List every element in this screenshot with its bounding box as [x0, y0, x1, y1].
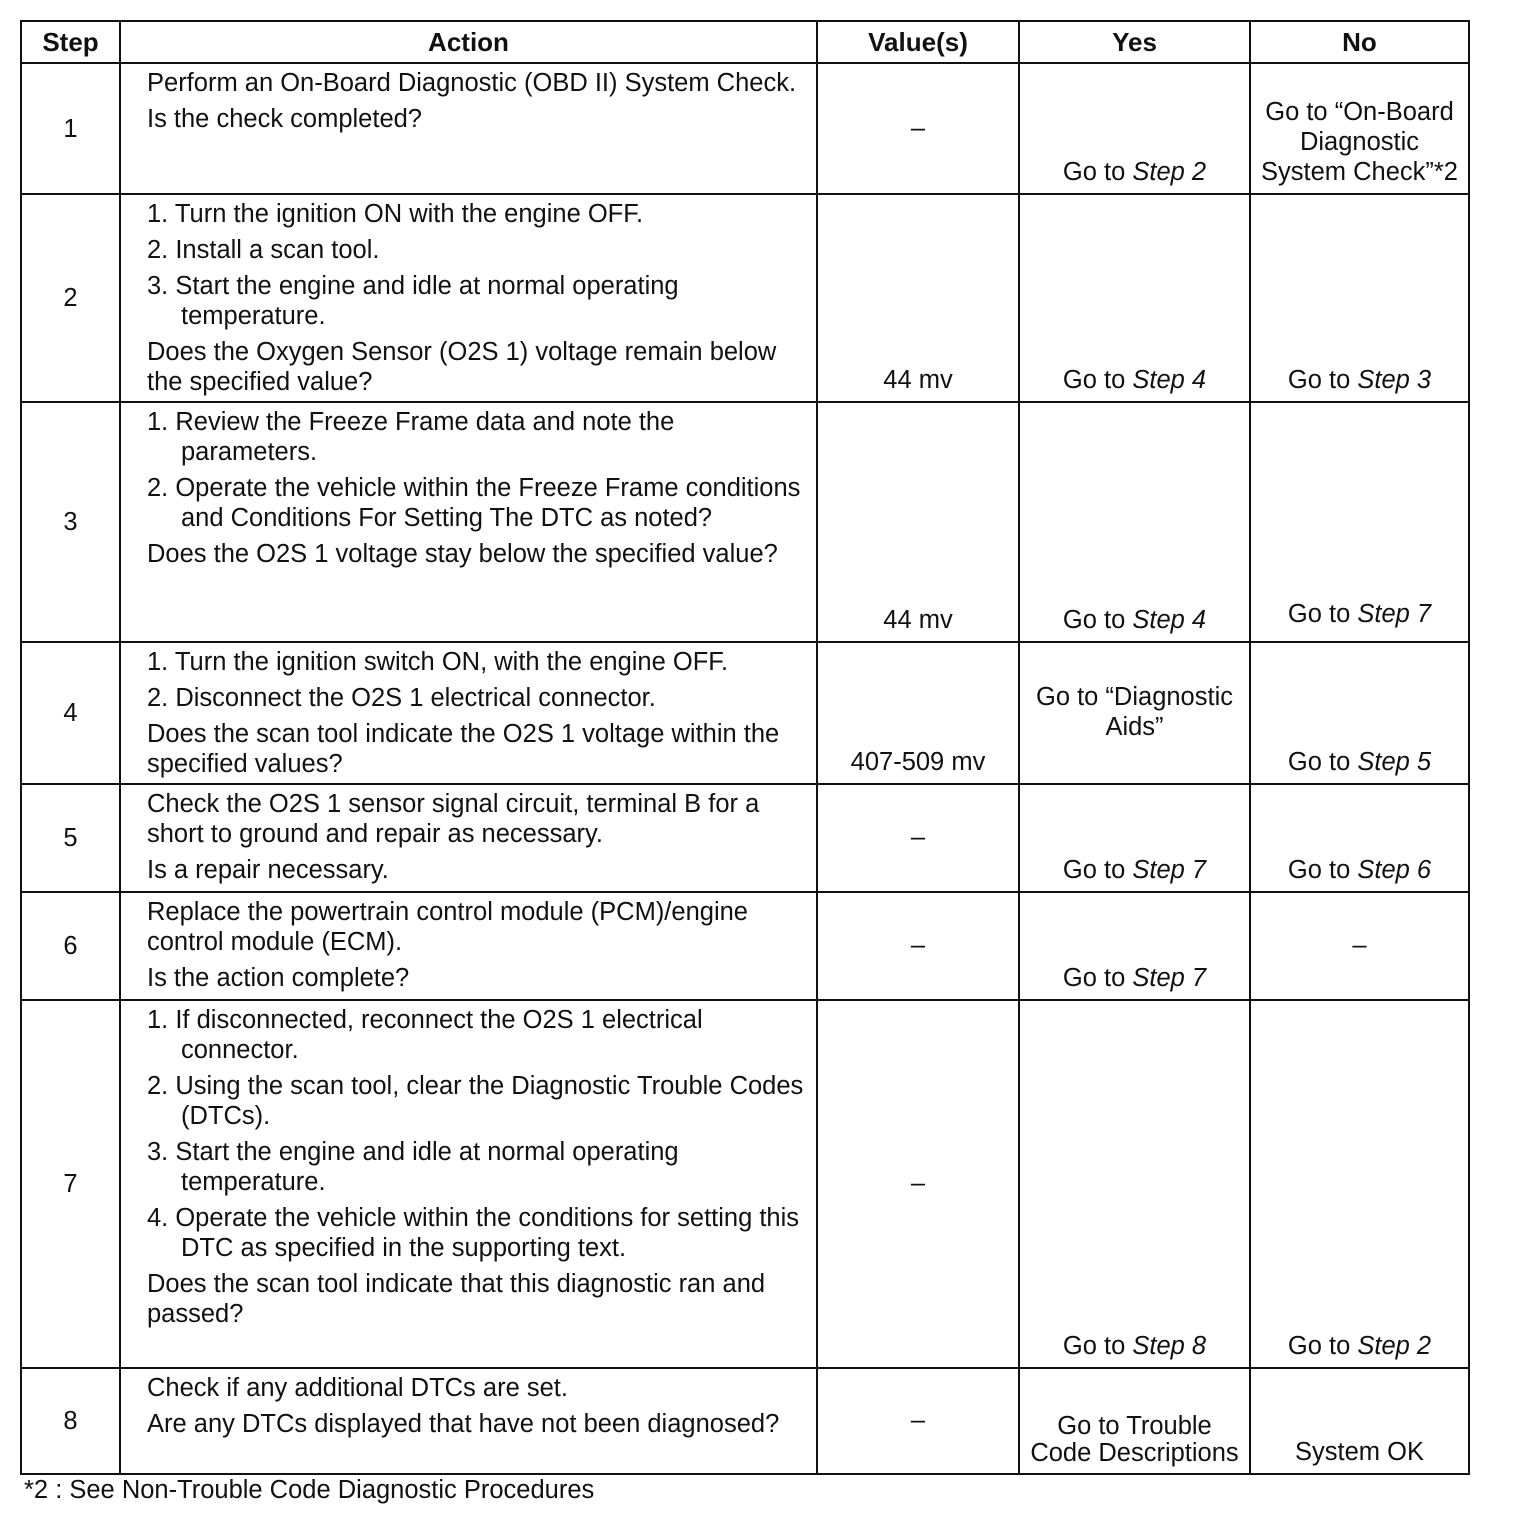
action-question: Is a repair necessary. [147, 856, 389, 884]
yes-cell [1019, 784, 1250, 892]
action-substep: 1. Turn the ignition ON with the engine OFF. [147, 200, 644, 228]
yes-step-ref: Step 7 [1132, 964, 1207, 992]
step-number: 6 [21, 892, 120, 1000]
yes-cell [1019, 194, 1250, 402]
action-substep: 1. Turn the ignition switch ON, with the engine OFF. [147, 648, 729, 676]
yes-step-ref: Step 7 [1132, 856, 1207, 884]
value-cell: – [817, 784, 1019, 892]
go-to-label: Go to [1287, 856, 1351, 884]
action-cell [120, 784, 817, 892]
yes-cell [1019, 892, 1250, 1000]
header-values: Value(s) [817, 21, 1019, 63]
action-substep: 2. Install a scan tool. [147, 236, 380, 264]
table-row-step-8 [21, 1368, 1469, 1474]
action-cell [120, 402, 817, 642]
yes-step-ref: Step 4 [1132, 606, 1207, 634]
step-number: 2 [21, 194, 120, 402]
step-number: 3 [21, 402, 120, 642]
table-row-step-3 [21, 402, 1469, 642]
action-substep: 4. Operate the vehicle within the conditions for setting this DTC as specified in the supporting text. [147, 1204, 800, 1262]
table-row-step-2 [21, 194, 1469, 402]
no-cell [1250, 194, 1469, 402]
action-cell [120, 892, 817, 1000]
action-question: Does the scan tool indicate the O2S 1 voltage within the specified values? [147, 720, 780, 778]
value-cell: – [817, 63, 1019, 194]
action-question: Is the check completed? [147, 105, 422, 133]
action-question: Does the O2S 1 voltage stay below the specified value? [147, 540, 778, 568]
no-step-ref: Step 3 [1357, 366, 1432, 394]
header-step: Step [21, 21, 120, 63]
step-number: 8 [21, 1368, 120, 1474]
go-to-label: Go to [1062, 606, 1126, 634]
no-cell [1250, 784, 1469, 892]
value-cell: – [817, 892, 1019, 1000]
action-question: Is the action complete? [147, 964, 410, 992]
yes-cell [1019, 402, 1250, 642]
yes-step-ref: Step 8 [1132, 1332, 1207, 1360]
go-to-label: Go to [1062, 1332, 1126, 1360]
value-cell: 44 mv [817, 194, 1019, 402]
no-step-ref: Step 7 [1357, 600, 1432, 628]
no-cell: Go to “On-Board Diagnostic System Check”*2 [1250, 63, 1469, 194]
go-to-label: Go to [1287, 1332, 1351, 1360]
action-text: Perform an On-Board Diagnostic (OBD II) System Check. [147, 69, 797, 97]
go-to-label: Go to [1287, 748, 1351, 776]
action-text: Check if any additional DTCs are set. [147, 1374, 568, 1402]
yes-cell: Go to Trouble Code Descriptions [1019, 1368, 1250, 1474]
action-text: Check the O2S 1 sensor signal circuit, terminal B for a short to ground and repair as necessary. [147, 790, 760, 848]
no-cell [1250, 1000, 1469, 1368]
action-question: Are any DTCs displayed that have not been diagnosed? [147, 1410, 780, 1438]
no-cell [1250, 402, 1469, 642]
step-number: 4 [21, 642, 120, 784]
diagnostic-table [20, 20, 1470, 1475]
action-substep: 2. Operate the vehicle within the Freeze Frame conditions and Conditions For Setting The DTC as noted? [147, 474, 801, 532]
step-number: 7 [21, 1000, 120, 1368]
go-to-label: Go to [1062, 856, 1126, 884]
yes-step-ref: Step 2 [1132, 158, 1207, 186]
go-to-label: Go to [1062, 158, 1126, 186]
action-substep: 2. Disconnect the O2S 1 electrical connector. [147, 684, 656, 712]
action-cell [120, 1368, 817, 1474]
table-row-step-1 [21, 63, 1469, 194]
step-number: 1 [21, 63, 120, 194]
yes-cell: Go to “Diagnostic Aids” [1019, 642, 1250, 784]
table-row-step-7 [21, 1000, 1469, 1368]
action-cell [120, 63, 817, 194]
action-question: Does the Oxygen Sensor (O2S 1) voltage remain below the specified value? [147, 338, 777, 396]
action-substep: 3. Start the engine and idle at normal operating temperature. [147, 272, 679, 330]
action-question: Does the scan tool indicate that this diagnostic ran and passed? [147, 1270, 766, 1328]
step-number: 5 [21, 784, 120, 892]
action-substep: 1. Review the Freeze Frame data and note the parameters. [147, 408, 675, 466]
go-to-label: Go to [1287, 600, 1351, 628]
value-cell: – [817, 1000, 1019, 1368]
action-text: Replace the powertrain control module (PCM)/engine control module (ECM). [147, 898, 748, 956]
footnote: *2 : See Non-Trouble Code Diagnostic Procedures [24, 1476, 595, 1504]
yes-step-ref: Step 4 [1132, 366, 1207, 394]
go-to-label: Go to [1062, 366, 1126, 394]
action-substep: 1. If disconnected, reconnect the O2S 1 electrical connector. [147, 1006, 703, 1064]
table-row-step-4 [21, 642, 1469, 784]
no-cell: System OK [1250, 1368, 1469, 1474]
action-cell [120, 194, 817, 402]
header-row [21, 21, 1469, 63]
header-action: Action [120, 21, 817, 63]
header-no: No [1250, 21, 1469, 63]
no-step-ref: Step 2 [1357, 1332, 1432, 1360]
yes-cell [1019, 1000, 1250, 1368]
value-cell: 44 mv [817, 402, 1019, 642]
header-yes: Yes [1019, 21, 1250, 63]
no-step-ref: Step 6 [1357, 856, 1432, 884]
no-cell: – [1250, 892, 1469, 1000]
table-row-step-5 [21, 784, 1469, 892]
action-substep: 3. Start the engine and idle at normal operating temperature. [147, 1138, 679, 1196]
value-cell: 407-509 mv [817, 642, 1019, 784]
yes-cell [1019, 63, 1250, 194]
go-to-label: Go to [1287, 366, 1351, 394]
table-row-step-6 [21, 892, 1469, 1000]
no-step-ref: Step 5 [1357, 748, 1432, 776]
no-cell [1250, 642, 1469, 784]
action-substep: 2. Using the scan tool, clear the Diagnostic Trouble Codes (DTCs). [147, 1072, 804, 1130]
action-cell [120, 1000, 817, 1368]
go-to-label: Go to [1062, 964, 1126, 992]
value-cell: – [817, 1368, 1019, 1474]
action-cell [120, 642, 817, 784]
